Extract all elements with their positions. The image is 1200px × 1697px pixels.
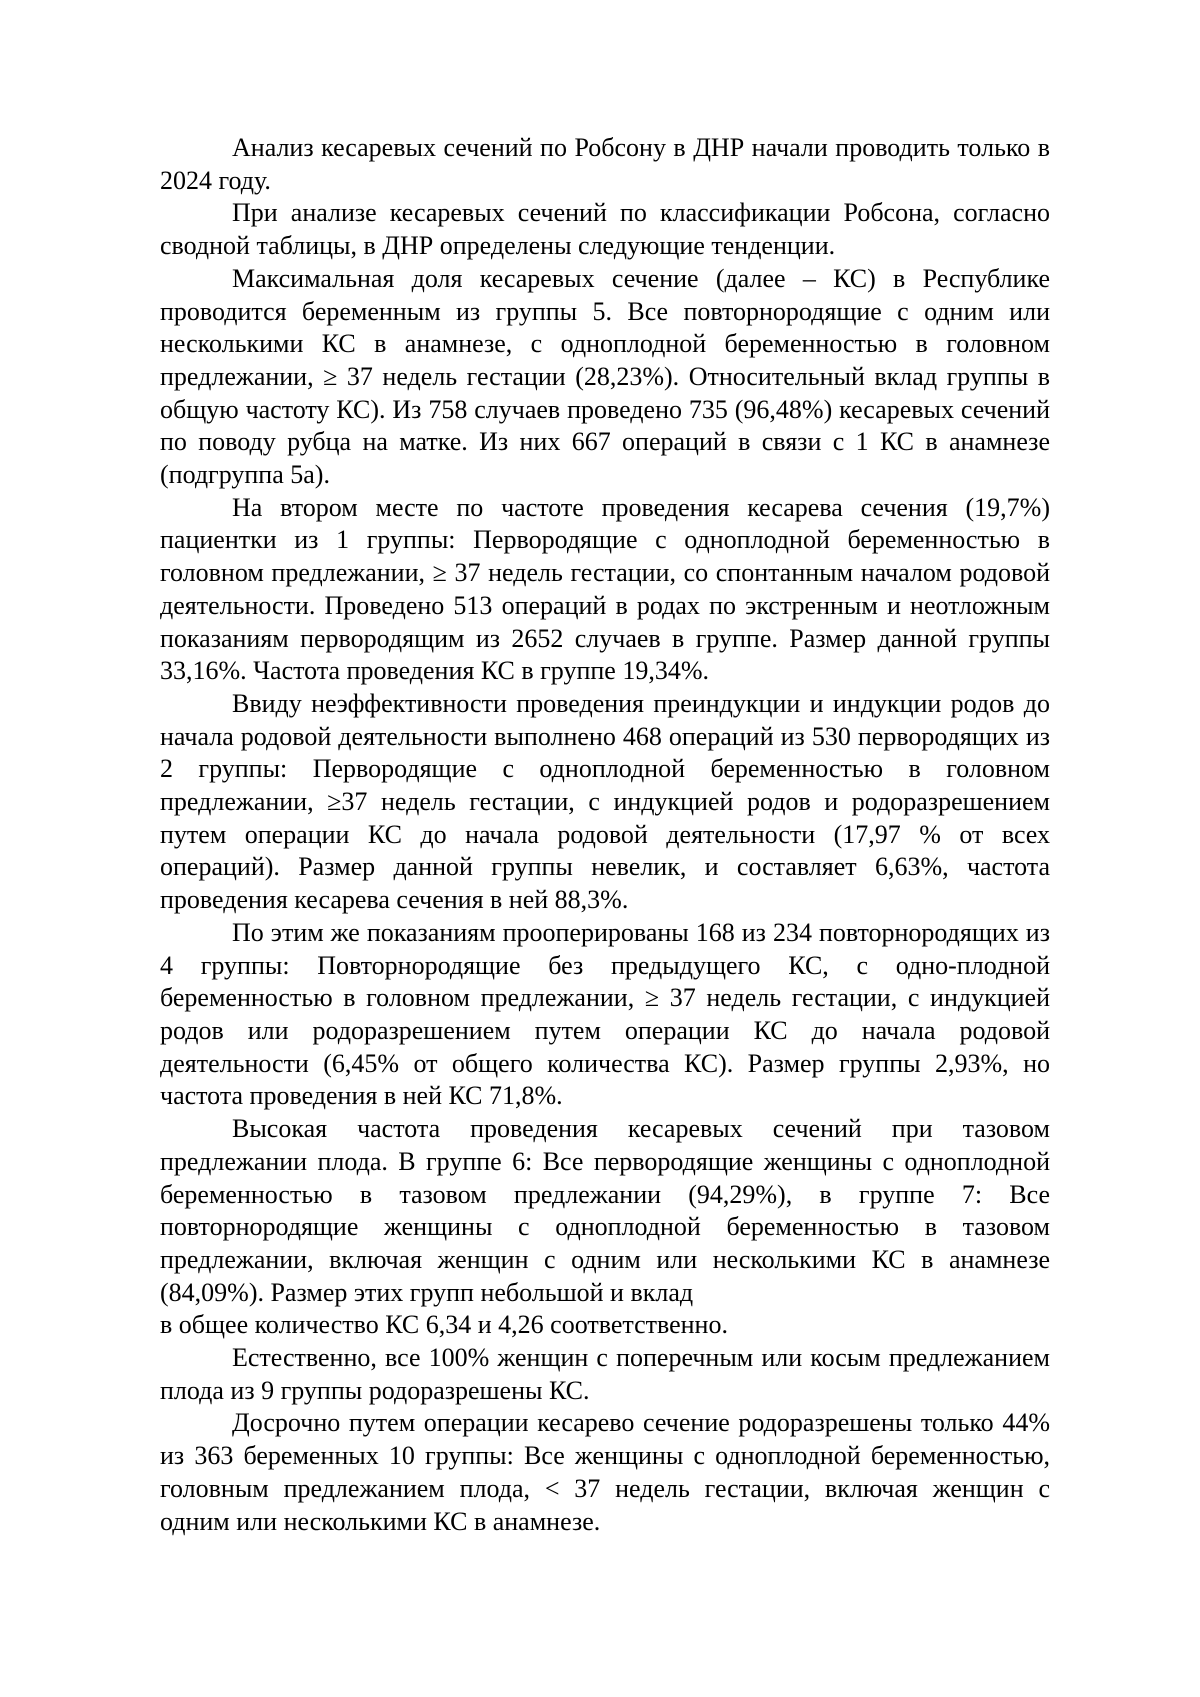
paragraph-group-1: На втором месте по частоте проведения кесарева сечения (19,7%) пациентки из 1 группы: Первородящие с одноплодной беременностью в головном предлежании, ≥ 37 недель гестации, со спонтанным началом родовой деятельности. Проведено 513 операций в родах по экстренным и неотложным показаниям первородящим из 2652 случаев в группе. Размер данной группы 33,16%. Частота проведения КС в группе 19,34%. [160,492,1050,686]
paragraph-robson-start: Анализ кесаревых сечений по Робсону в ДНР начали проводить только в 2024 году. [160,133,1050,195]
paragraph-group-2: Ввиду неэффективности проведения преиндукции и индукции родов до начала родовой деятельности выполнено 468 операций из 530 первородящих из 2 группы: Первородящие с одноплодной беременностью в головном предлежании, ≥37 недель гестации, с индукцией родов и родоразрешением путем операции КС до начала родовой деятельности (17,97 % от всех операций). Размер данной группы невелик, и составляет 6,63%, частота проведения кесарева сечения в ней 88,3%. [160,688,1050,915]
paragraph-group-10: Досрочно путем операции кесарево сечение родоразрешены только 44% из 363 беременных 10 группы: Все женщины с одноплодной беременностью, головным предлежанием плода, < 37 недель гестации, включая женщин с одним или несколькими КС в анамнезе. [160,1408,1050,1536]
paragraph-trends-intro: При анализе кесаревых сечений по классификации Робсона, согласно сводной таблицы, в ДНР определены следующие тенденции. [160,198,1050,261]
paragraph-group-9: Естественно, все 100% женщин с поперечным или косым предлежанием плода из 9 группы родоразрешены КС. [160,1343,1050,1405]
paragraph-groups-6-7-continued: в общее количество КС 6,34 и 4,26 соответственно. [160,1310,728,1340]
paragraph-groups-6-7: Высокая частота проведения кесаревых сечений при тазовом предлежании плода. В группе 6: Все первородящие женщины с одноплодной беременностью в тазовом предлежании (94,29%), в группе 7: Все повторнородящие женщины с одноплодной беременностью в тазовом предлежании, включая женщин с одним или несколькими КС в анамнезе (84,09%). Размер этих групп небольшой и вклад [160,1114,1050,1307]
paragraph-group-4: По этим же показаниям прооперированы 168 из 234 повторнородящих из 4 группы: Повторнородящие без предыдущего КС, с одно-плодной беременностью в головном предлежании, ≥ 37 недель гестации, с индукцией родов или родоразрешением путем операции КС до начала родовой деятельности (6,45% от общего количества КС). Размер группы 2,93%, но частота проведения в ней КС 71,8%. [160,917,1050,1111]
paragraph-group-5: Максимальная доля кесаревых сечение (далее – КС) в Республике проводится беременным из группы 5. Все повторнородящие с одним или несколькими КС в анамнезе, с одноплодной беременностью в головном предлежании, ≥ 37 недель гестации (28,23%). Относительный вклад группы в общую частоту КС). Из 758 случаев проведено 735 (96,48%) кесаревых сечений по поводу рубца на матке. Из них 667 операций в связи с 1 КС в анамнезе (подгруппа 5а). [160,263,1050,490]
document-body [160,132,1050,1538]
